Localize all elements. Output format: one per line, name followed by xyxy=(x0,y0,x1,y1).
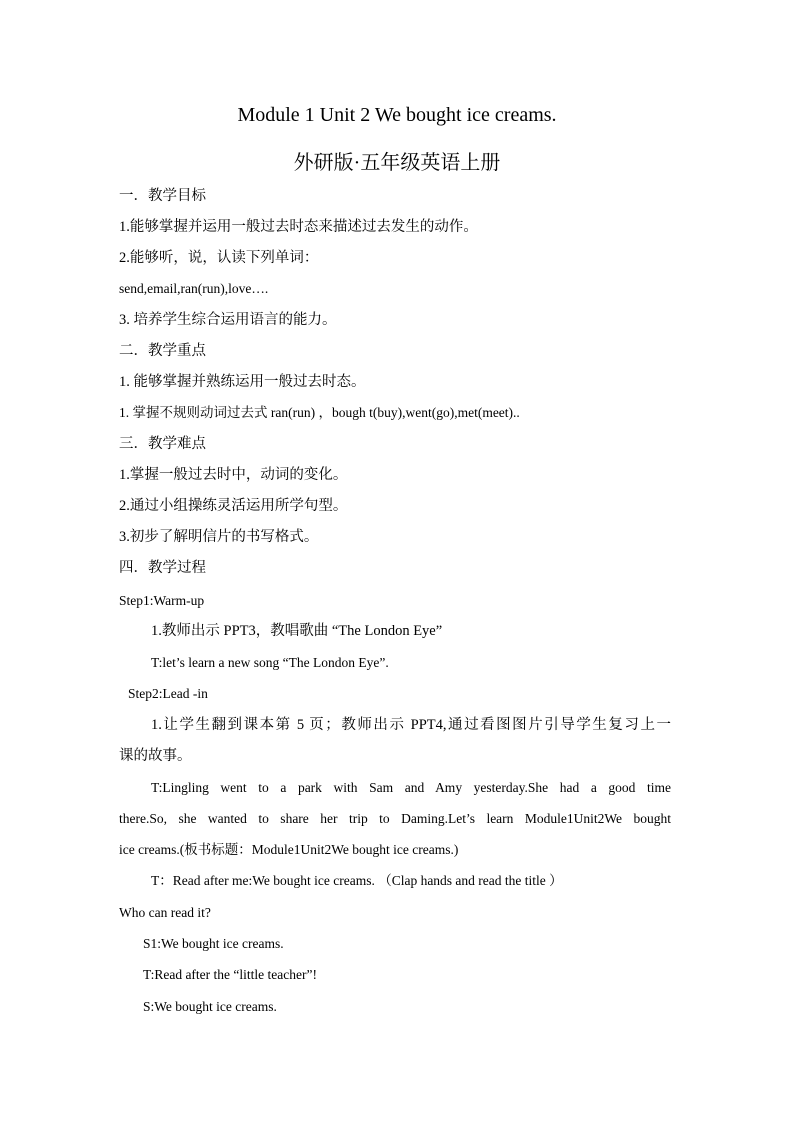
step2-item-1-line-1: 1.让学生翻到课本第 5 页；教师出示 PPT4,通过看图图片引导学生复习上一 xyxy=(151,717,671,733)
difficulty-item-2: 2.通过小组操练灵活运用所学句型。 xyxy=(119,498,348,514)
step1-item-2: T:let’s learn a new song “The London Eye”. xyxy=(151,655,389,670)
objectives-heading: 一．教学目标 xyxy=(119,188,206,204)
key-points-heading: 二．教学重点 xyxy=(119,343,206,359)
step2-item-1-line-2: 课的故事。 xyxy=(119,748,192,764)
difficulties-heading: 三．教学难点 xyxy=(119,436,206,452)
students-response: S:We bought ice creams. xyxy=(143,999,277,1014)
document-title: Module 1 Unit 2 We bought ice creams. xyxy=(237,104,557,126)
step1-heading: Step1:Warm-up xyxy=(119,593,205,608)
objective-item-3: 3. 培养学生综合运用语言的能力。 xyxy=(119,312,337,328)
difficulty-item-1: 1.掌握一般过去时中，动词的变化。 xyxy=(119,467,348,483)
key-point-item-2: 1. 掌握不规则动词过去式 ran(run) ，bough t(buy),went(go),met(meet).. xyxy=(119,405,520,420)
step1-item-1: 1.教师出示 PPT3，教唱歌曲 “The London Eye” xyxy=(151,623,443,639)
paragraph-line-3: ice creams.(板书标题：Module1Unit2We bought ice creams.) xyxy=(119,842,459,857)
student1-response: S1:We bought ice creams. xyxy=(143,936,284,951)
objective-item-1: 1.能够掌握并运用一般过去时态来描述过去发生的动作。 xyxy=(119,219,478,235)
key-point-item-1: 1. 能够掌握并熟练运用一般过去时态。 xyxy=(119,374,366,390)
process-heading: 四．教学过程 xyxy=(119,560,206,576)
difficulty-item-3: 3.初步了解明信片的书写格式。 xyxy=(119,529,319,545)
objective-item-2: 2.能够听，说，认读下列单词： xyxy=(119,250,319,266)
step2-heading: Step2:Lead -in xyxy=(128,686,208,701)
little-teacher-line: T:Read after the “little teacher”! xyxy=(143,967,317,982)
document-subtitle: 外研版·五年级英语上册 xyxy=(293,152,501,174)
read-after-me: T：Read after me:We bought ice creams. （Clap hands and read the title ） xyxy=(151,873,563,888)
vocabulary-words: send,email,ran(run),love…. xyxy=(119,281,269,296)
who-can-read: Who can read it? xyxy=(119,905,211,920)
paragraph-line-1: T:Lingling went to a park with Sam and Amy yesterday.She had a good time xyxy=(151,780,671,795)
paragraph-line-2: there.So, she wanted to share her trip to Daming.Let’s learn Module1Unit2We bought xyxy=(119,811,671,826)
